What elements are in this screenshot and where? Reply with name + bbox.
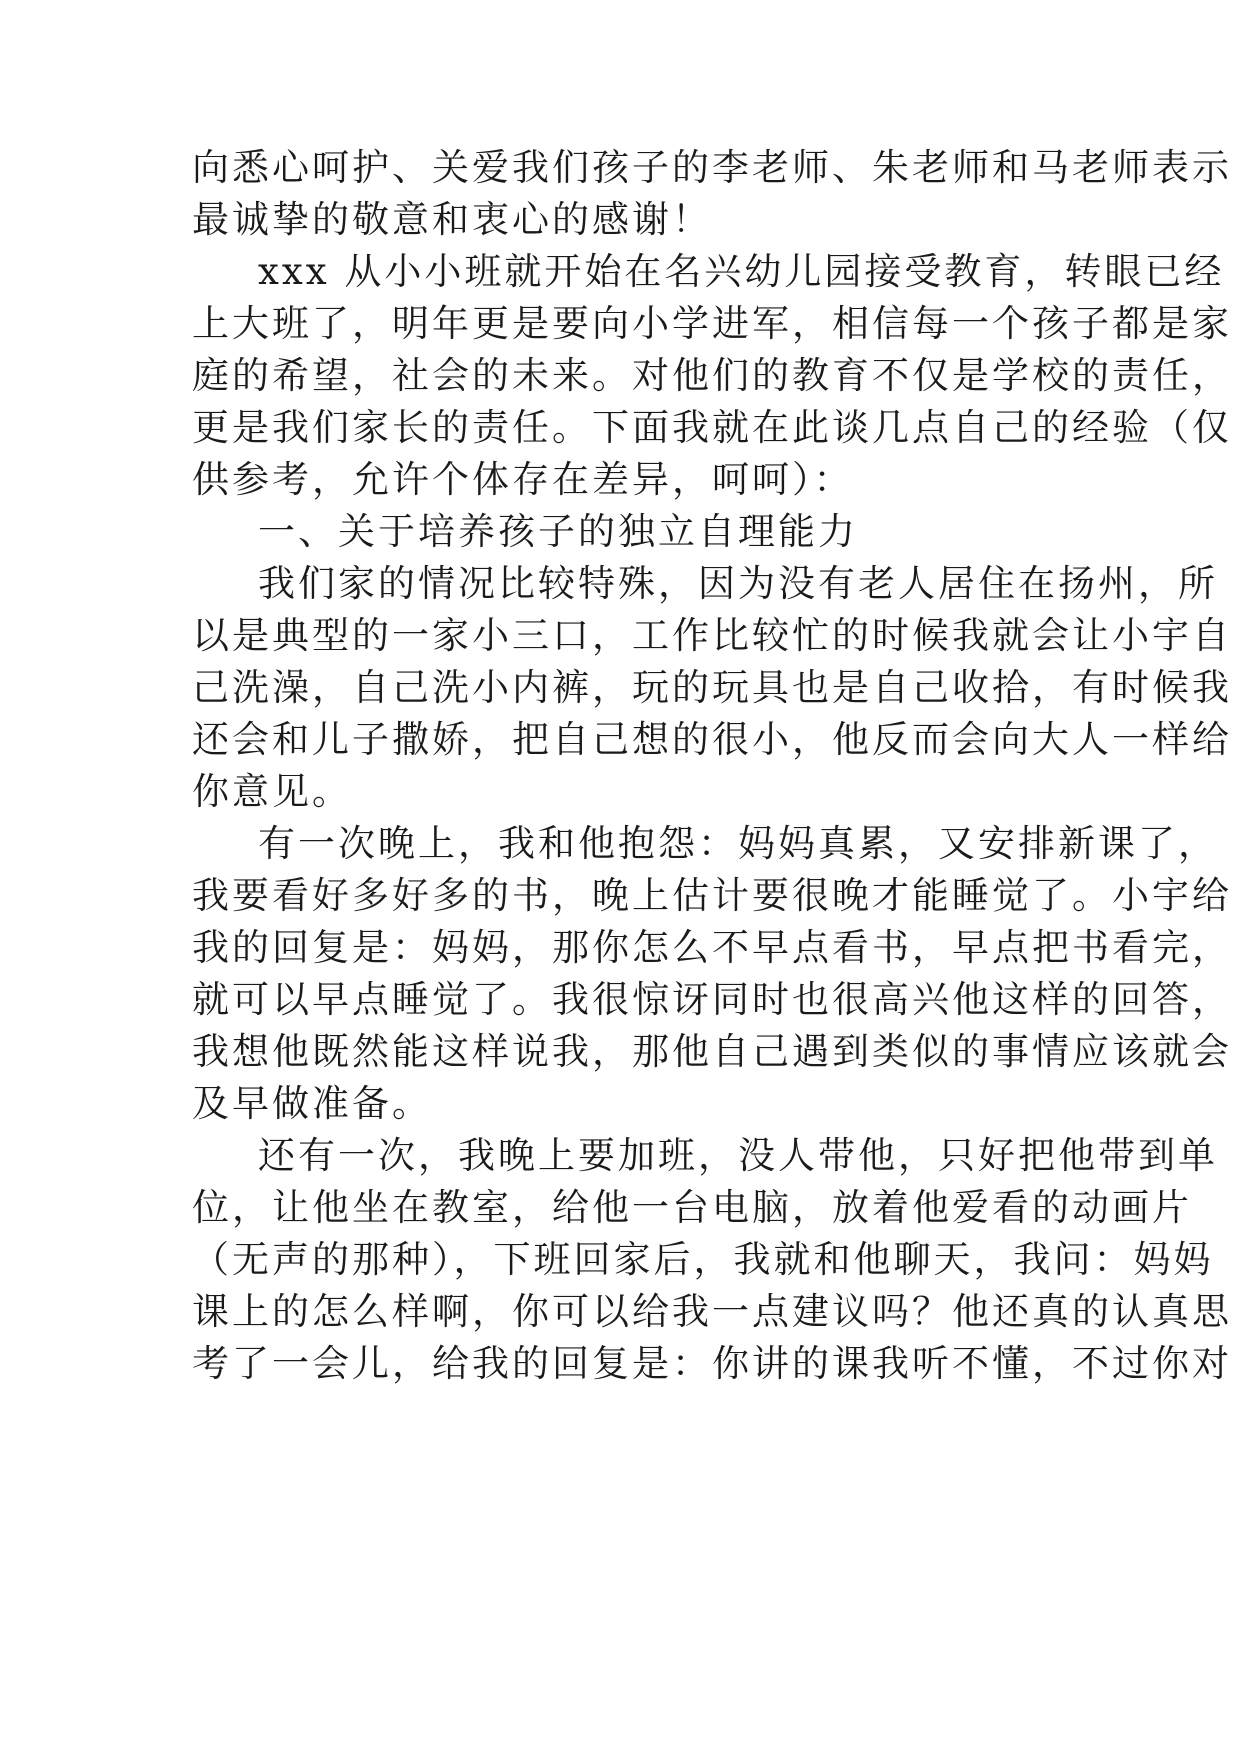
text-line-17: 就可以早点睡觉了。我很惊讶同时也很高兴他这样的回答， [192,978,1232,1021]
text-line-4: 上大班了，明年更是要向小学进军，相信每一个孩子都是家 [192,302,1232,345]
text-line-11: 己洗澡，自己洗小内裤，玩的玩具也是自己收拾，有时候我 [192,666,1232,709]
text-line-1: 向悉心呵护、关爱我们孩子的李老师、朱老师和马老师表示 [192,146,1232,189]
text-line-24: 考了一会儿，给我的回复是：你讲的课我听不懂，不过你对 [192,1342,1232,1385]
text-line-18: 我想他既然能这样说我，那他自己遇到类似的事情应该就会 [192,1030,1232,1073]
text-line-13: 你意见。 [192,770,352,813]
text-line-9: 我们家的情况比较特殊，因为没有老人居住在扬州，所 [258,562,1218,605]
text-line-22: （无声的那种），下班回家后，我就和他聊天，我问：妈妈 [192,1238,1214,1281]
text-line-10: 以是典型的一家小三口，工作比较忙的时候我就会让小宇自 [192,614,1232,657]
section-heading: 一、关于培养孩子的独立自理能力 [258,510,858,553]
text-line-19: 及早做准备。 [192,1082,432,1125]
text-line-15: 我要看好多好多的书，晚上估计要很晚才能睡觉了。小宇给 [192,874,1232,917]
text-line-5: 庭的希望，社会的未来。对他们的教育不仅是学校的责任， [192,354,1232,397]
text-line-20: 还有一次，我晚上要加班，没人带他，只好把他带到单 [258,1134,1218,1177]
text-line-3: xxx 从小小班就开始在名兴幼儿园接受教育，转眼已经 [258,250,1225,293]
text-line-2: 最诚挚的敬意和衷心的感谢！ [192,198,712,241]
text-line-7: 供参考，允许个体存在差异，呵呵）： [192,458,854,501]
text-line-21: 位，让他坐在教室，给他一台电脑，放着他爱看的动画片 [192,1186,1192,1229]
text-line-6: 更是我们家长的责任。下面我就在此谈几点自己的经验（仅 [192,406,1232,449]
text-line-23: 课上的怎么样啊，你可以给我一点建议吗？他还真的认真思 [192,1290,1232,1333]
text-line-12: 还会和儿子撒娇，把自己想的很小，他反而会向大人一样给 [192,718,1232,761]
text-line-14: 有一次晚上，我和他抱怨：妈妈真累，又安排新课了， [258,822,1218,865]
text-line-16: 我的回复是：妈妈，那你怎么不早点看书，早点把书看完， [192,926,1232,969]
